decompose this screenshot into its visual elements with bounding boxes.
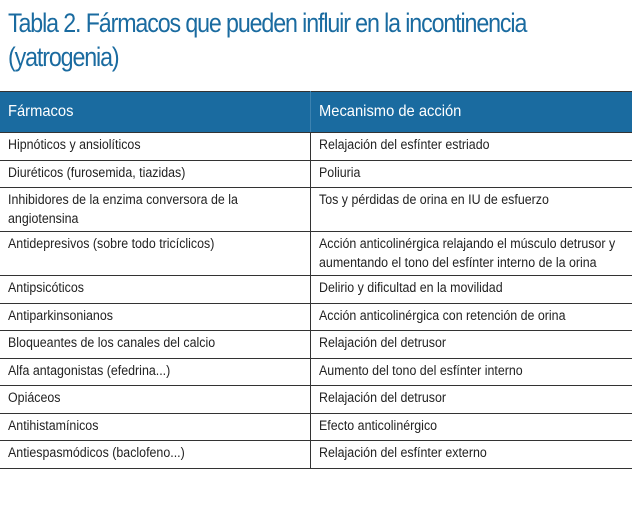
mechanism-cell: Acción anticolinérgica con retención de orina xyxy=(310,303,632,331)
mechanism-cell: Relajación del esfínter externo xyxy=(310,441,632,469)
drug-cell: Diuréticos (furosemida, tiazidas) xyxy=(0,160,310,188)
drug-cell: Inhibidores de la enzima conversora de la angiotensina xyxy=(0,188,310,232)
table-header-row xyxy=(0,92,632,133)
drug-cell: Antiespasmódicos (baclofeno...) xyxy=(0,441,310,469)
drug-incontinence-table xyxy=(0,91,632,469)
drug-cell: Antipsicóticos xyxy=(0,276,310,304)
table-row xyxy=(0,331,632,359)
mechanism-cell: Relajación del detrusor xyxy=(310,331,632,359)
drug-cell: Antihistamínicos xyxy=(0,413,310,441)
table-row xyxy=(0,413,632,441)
table-row xyxy=(0,358,632,386)
mechanism-cell: Tos y pérdidas de orina en IU de esfuerzo xyxy=(310,188,632,232)
drug-cell: Antiparkinsonianos xyxy=(0,303,310,331)
drug-cell: Alfa antagonistas (efedrina...) xyxy=(0,358,310,386)
table-row xyxy=(0,232,632,276)
mechanism-cell: Poliuria xyxy=(310,160,632,188)
table-title xyxy=(8,6,541,74)
drug-cell: Opiáceos xyxy=(0,386,310,414)
title-line-1: Tabla 2. Fármacos que pueden influir en la incontinencia xyxy=(8,8,527,38)
table-row xyxy=(0,160,632,188)
table-row xyxy=(0,303,632,331)
table-row xyxy=(0,441,632,469)
header-farmacos: Fármacos xyxy=(0,92,310,133)
title-line-2: (yatrogenia) xyxy=(8,42,119,72)
mechanism-cell: Relajación del esfínter estriado xyxy=(310,133,632,161)
mechanism-cell: Acción anticolinérgica relajando el músculo detrusor y aumentando el tono del esfínter interno de la orina xyxy=(310,232,632,276)
header-mecanismo: Mecanismo de acción xyxy=(310,92,632,133)
drug-cell: Antidepresivos (sobre todo tricíclicos) xyxy=(0,232,310,276)
table-row xyxy=(0,276,632,304)
mechanism-cell: Delirio y dificultad en la movilidad xyxy=(310,276,632,304)
table-row xyxy=(0,133,632,161)
drug-cell: Hipnóticos y ansiolíticos xyxy=(0,133,310,161)
table-row xyxy=(0,386,632,414)
drug-cell: Bloqueantes de los canales del calcio xyxy=(0,331,310,359)
mechanism-cell: Aumento del tono del esfínter interno xyxy=(310,358,632,386)
mechanism-cell: Relajación del detrusor xyxy=(310,386,632,414)
table-row xyxy=(0,188,632,232)
mechanism-cell: Efecto anticolinérgico xyxy=(310,413,632,441)
